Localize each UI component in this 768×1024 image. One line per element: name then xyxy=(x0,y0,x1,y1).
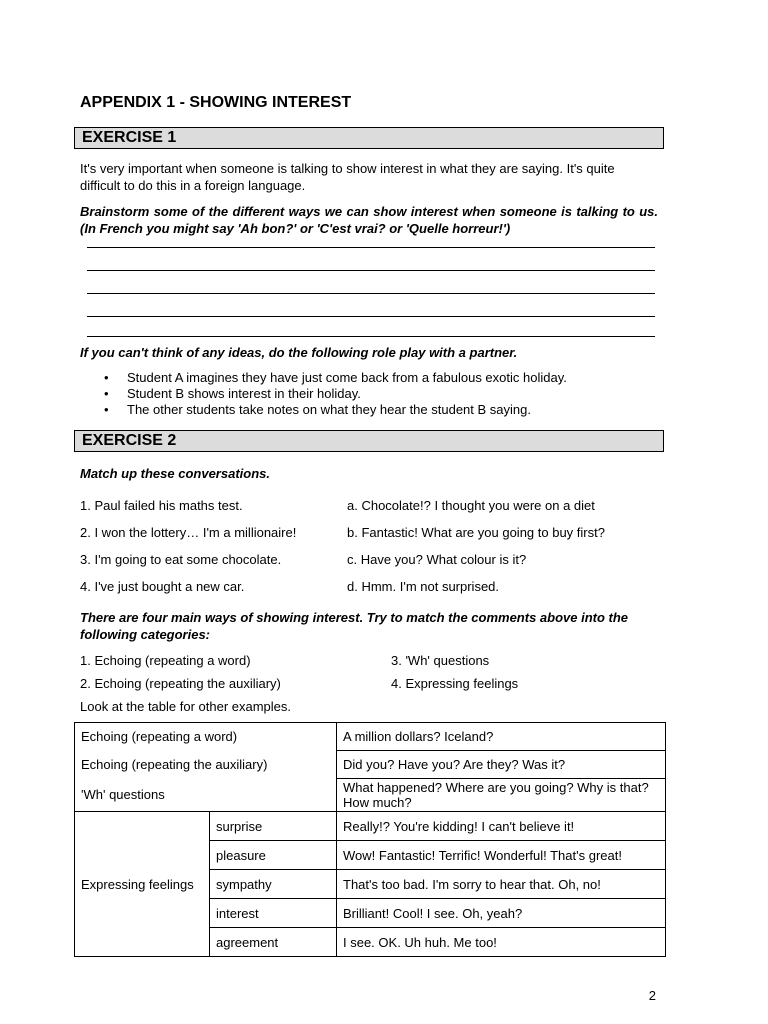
table-cell: Really!? You're kidding! I can't believe it! xyxy=(337,812,666,841)
table-cell: sympathy xyxy=(210,870,337,899)
list-item: • Student A imagines they have just come back from a fabulous exotic holiday. xyxy=(80,370,567,386)
category-3: 3. 'Wh' questions xyxy=(391,653,490,668)
category-4: 4. Expressing feelings xyxy=(391,676,519,691)
table-cell: surprise xyxy=(210,812,337,841)
conversation-left-1: 1. Paul failed his maths test. xyxy=(80,498,243,513)
table-row xyxy=(75,812,666,841)
list-item: • Student B shows interest in their holiday. xyxy=(80,386,567,402)
exercise1-heading: EXERCISE 1 xyxy=(82,129,177,146)
brainstorm-instruction: Brainstorm some of the different ways we can show interest when someone is talking to us. (In French you might say 'Ah bon?' or 'C'est vrai? or 'Quelle horreur!') xyxy=(80,204,658,236)
exercise1-header xyxy=(74,127,664,149)
page-number: 2 xyxy=(648,988,656,1003)
table-cell: pleasure xyxy=(210,841,337,870)
table-cell: Echoing (repeating the auxiliary) xyxy=(75,751,337,779)
table-cell: interest xyxy=(210,899,337,928)
table-row xyxy=(75,751,666,779)
table-cell: agreement xyxy=(210,928,337,957)
exercise2-instruction: Match up these conversations. xyxy=(80,466,270,481)
page-title: APPENDIX 1 - SHOWING INTEREST xyxy=(80,94,352,111)
table-intro: Look at the table for other examples. xyxy=(80,699,292,714)
exercise1-intro: It's very important when someone is talking to show interest in what they are saying. It's quite difficult to do this in a foreign language. xyxy=(80,161,615,193)
conversation-left-4: 4. I've just bought a new car. xyxy=(80,579,245,594)
answer-line-2[interactable] xyxy=(87,270,655,271)
role-play-prompt: If you can't think of any ideas, do the following role play with a partner. xyxy=(80,345,518,360)
table-row xyxy=(75,723,666,751)
answer-line-1[interactable] xyxy=(87,247,655,248)
exercise2-header xyxy=(74,430,664,452)
table-cell: Did you? Have you? Are they? Was it? xyxy=(337,751,666,779)
categories-prompt: There are four main ways of showing interest. Try to match the comments above into the following categories: xyxy=(80,610,629,642)
table-cell: I see. OK. Uh huh. Me too! xyxy=(337,928,666,957)
exercise2-heading: EXERCISE 2 xyxy=(82,432,177,449)
conversation-right-a: a. Chocolate!? I thought you were on a diet xyxy=(347,498,595,513)
answer-line-3[interactable] xyxy=(87,293,655,294)
table-cell: Expressing feelings xyxy=(75,812,210,957)
table-cell: A million dollars? Iceland? xyxy=(337,723,666,751)
conversation-left-3: 3. I'm going to eat some chocolate. xyxy=(80,552,282,567)
conversation-right-c: c. Have you? What colour is it? xyxy=(347,552,527,567)
category-1: 1. Echoing (repeating a word) xyxy=(80,653,251,668)
role-play-list xyxy=(80,370,567,418)
table-cell: That's too bad. I'm sorry to hear that. Oh, no! xyxy=(337,870,666,899)
table-cell: 'Wh' questions xyxy=(75,779,337,812)
conversation-right-b: b. Fantastic! What are you going to buy first? xyxy=(347,525,605,540)
table-cell: Echoing (repeating a word) xyxy=(75,723,337,751)
answer-line-5[interactable] xyxy=(87,336,655,337)
category-2: 2. Echoing (repeating the auxiliary) xyxy=(80,676,281,691)
answer-line-4[interactable] xyxy=(87,316,655,317)
conversation-right-d: d. Hmm. I'm not surprised. xyxy=(347,579,500,594)
examples-table xyxy=(74,722,666,957)
table-cell: Wow! Fantastic! Terrific! Wonderful! That's great! xyxy=(337,841,666,870)
table-row xyxy=(75,779,666,812)
table-cell: What happened? Where are you going? Why is that? How much? xyxy=(337,779,666,812)
table-cell: Brilliant! Cool! I see. Oh, yeah? xyxy=(337,899,666,928)
conversation-left-2: 2. I won the lottery… I'm a millionaire! xyxy=(80,525,297,540)
list-item: • The other students take notes on what they hear the student B saying. xyxy=(80,402,567,418)
